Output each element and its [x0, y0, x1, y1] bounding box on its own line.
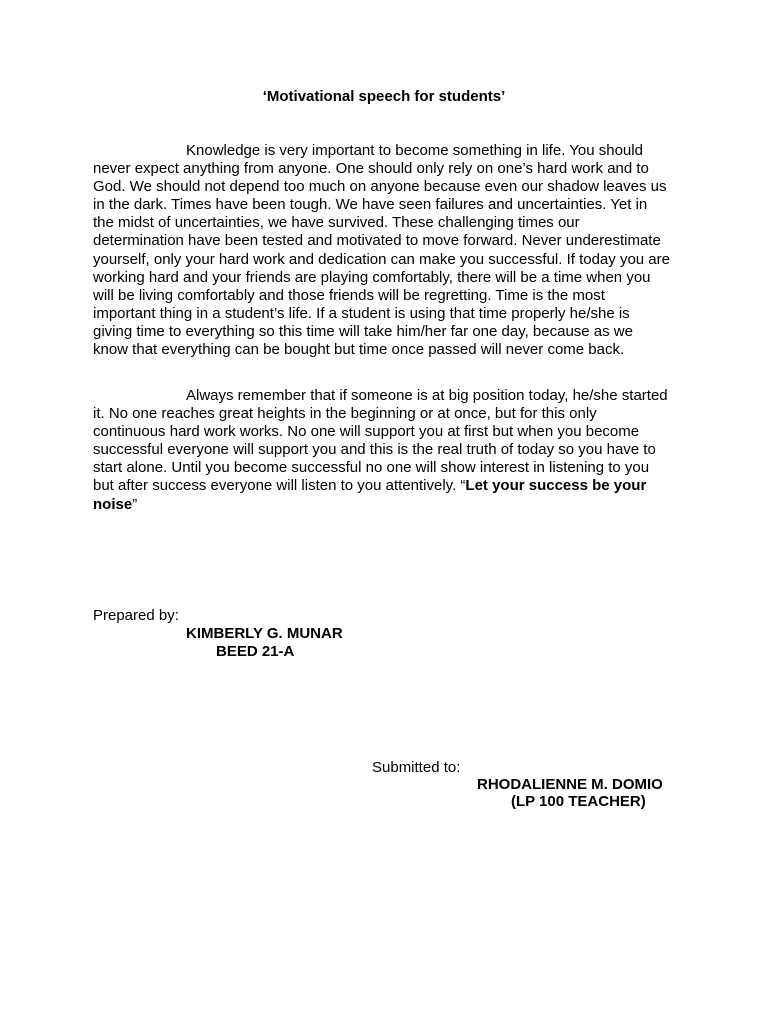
prepared-by-label: Prepared by: — [93, 607, 179, 624]
closing-quote-bold: Let your success be your noise — [93, 477, 647, 513]
prepared-by-section: BEED 21-A — [216, 643, 295, 660]
submitted-to-name: RHODALIENNE M. DOMIO — [477, 776, 663, 793]
paragraph-1-text: Knowledge is very important to become something in life. You should never expect anything from anyone. One should only rely on one’s hard work and to God. We should not depend too much on anyone because even our shadow leaves us in the dark. Times have been tough. We have seen failures and uncertainties. Yet in the midst of uncertainties, we have survived. These challenging times our determination have been tested and motivated to move forward. Never underestimate yourself, only your hard work and dedication can make you successful. If today you are working hard and your friends are playing comfortably, there will be a time when you will be living comfortably and those friends will be regretting. Time is the most important thing in a student’s life. If a student is using that time properly he/she is giving time to everything so this time will take him/her far one day, because as we know that everything can be bought but time once passed will never come back. — [93, 142, 670, 359]
page-title: ‘Motivational speech for students’ — [262, 88, 506, 105]
prepared-by-name: KIMBERLY G. MUNAR — [186, 625, 343, 642]
closing-quote-mark: ” — [132, 495, 138, 513]
submitted-to-role: (LP 100 TEACHER) — [511, 793, 646, 810]
paragraph-2-text: Always remember that if someone is at big position today, he/she started it. No one reaches great heights in the beginning or at once, but for this only continuous hard work works. No one will support you at first but when you become successful everyone will support you and this is the real truth of today so you have to start alone. Until you become successful no one will show interest in listening to you but after success everyone will listen to you attentively. “ — [93, 387, 668, 495]
paragraph-1 — [93, 142, 671, 359]
paragraph-2 — [93, 387, 671, 514]
paragraph-2-content — [93, 387, 671, 514]
submitted-to-label: Submitted to: — [372, 759, 461, 776]
